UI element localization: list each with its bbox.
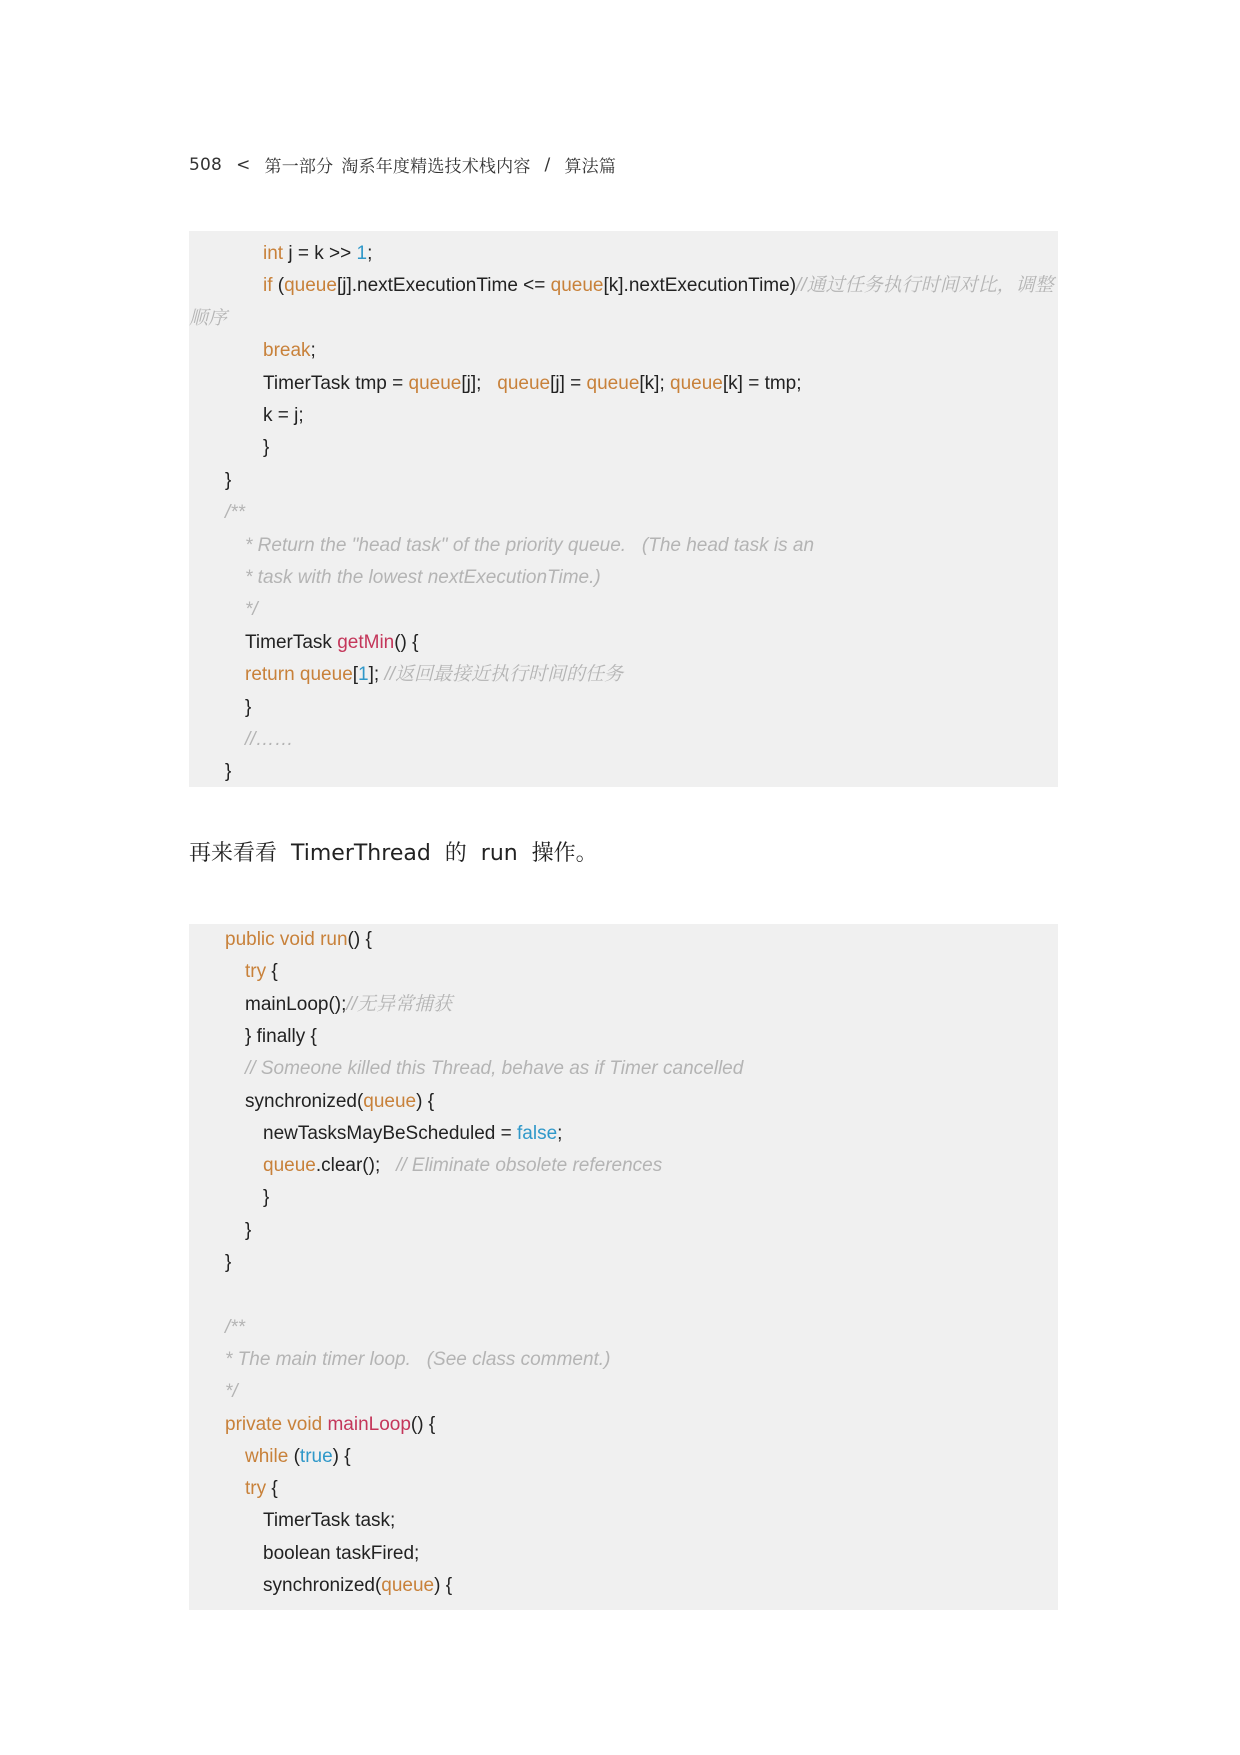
code-token: * The main timer loop. (See class comment.) (225, 1348, 611, 1370)
code-token: queue (363, 1090, 417, 1112)
code-token: boolean taskFired; (263, 1542, 420, 1564)
code-line (245, 627, 419, 659)
code-token: ; (557, 1122, 563, 1144)
code-line (245, 659, 623, 691)
code-token: ( (288, 1445, 300, 1467)
code-token: queue (550, 275, 604, 297)
code-token: queue (670, 372, 723, 394)
code-line (225, 497, 245, 529)
code-line (225, 1312, 245, 1344)
code-token: [ (352, 664, 359, 686)
code-block-run (189, 924, 1058, 1610)
code-line (263, 1150, 662, 1182)
code-token: ; (367, 243, 373, 264)
code-token: [j].nextExecutionTime <= (336, 275, 551, 297)
code-line (263, 1118, 562, 1150)
code-line (245, 989, 452, 1021)
code-line (263, 432, 269, 464)
code-line (245, 1086, 434, 1118)
code-token: .clear(); (315, 1155, 397, 1177)
code-token: if (263, 275, 273, 297)
code-token: return (245, 664, 295, 686)
code-line (263, 1505, 395, 1537)
code-token: //返回最接近执行时间的任务 (384, 664, 624, 686)
code-token: * Return the "head task" of the priority queue. (The head task is an (245, 534, 815, 556)
code-token: [j] = (550, 372, 587, 394)
code-line (263, 368, 802, 400)
code-line (225, 1344, 610, 1376)
code-token: /** (225, 502, 246, 524)
code-token: } (245, 696, 252, 718)
code-token: mainLoop(); (245, 993, 347, 1015)
code-token: ; (310, 340, 316, 362)
code-token: k = j; (263, 405, 304, 426)
code-line (245, 956, 278, 988)
code-token: [k] = tmp; (722, 372, 802, 394)
code-token: [k].nextExecutionTime) (603, 275, 797, 297)
code-token: [k]; (639, 372, 671, 394)
code-token: ) { (332, 1445, 351, 1467)
code-line (245, 1053, 743, 1085)
code-token: } (225, 761, 232, 783)
code-token: synchronized( (245, 1090, 364, 1112)
code-line (225, 465, 231, 497)
header-title: 淘系年度精选技术栈内容 (341, 157, 531, 177)
code-token: [j]; (461, 372, 498, 394)
code-token: () { (410, 1413, 436, 1435)
code-token: private void (225, 1413, 323, 1435)
code-token: queue (263, 1155, 316, 1177)
code-line (245, 1215, 251, 1247)
code-line (263, 1538, 419, 1570)
code-token: getMin (337, 631, 395, 653)
code-token: run (320, 929, 348, 950)
code-line (225, 1247, 231, 1279)
code-token: { (266, 1478, 278, 1500)
code-token: ( (272, 275, 285, 297)
code-line (225, 924, 372, 956)
code-token: } (225, 1252, 232, 1273)
code-token: true (299, 1445, 333, 1467)
code-line (245, 692, 251, 724)
code-token: */ (245, 599, 258, 621)
code-token: //通过任务执行时间对比，调整 (796, 275, 1054, 297)
code-line (263, 335, 316, 367)
code-line (225, 756, 231, 788)
code-token: } finally { (245, 1025, 317, 1047)
code-token: queue (497, 372, 551, 394)
page-number: 508 (189, 154, 223, 175)
code-line (263, 1182, 269, 1214)
code-block-heap (189, 231, 1058, 787)
code-line (245, 594, 258, 626)
code-token: TimerTask tmp = (263, 372, 409, 394)
code-token: { (266, 961, 278, 983)
code-line (245, 530, 814, 562)
code-line (263, 1570, 452, 1602)
code-token: //…… (245, 729, 294, 750)
code-token: j = k >> (283, 243, 357, 264)
code-token: queue (381, 1575, 435, 1596)
code-line (263, 270, 1054, 302)
code-token: try (245, 961, 267, 983)
code-token: ]; (368, 664, 385, 686)
body-paragraph: 再来看看 TimerThread 的 run 操作。 (189, 841, 598, 866)
code-token: } (225, 469, 232, 491)
code-token: TimerTask task; (263, 1510, 396, 1532)
code-line (245, 724, 294, 756)
code-token: 1 (358, 664, 369, 686)
code-line (225, 1409, 435, 1441)
code-token: queue (284, 275, 337, 297)
code-line (245, 562, 601, 594)
header-slash: / (544, 154, 551, 175)
code-token: */ (225, 1381, 238, 1403)
code-token: ) { (416, 1090, 435, 1112)
code-token: // Someone killed this Thread, behave as if Timer cancelled (245, 1058, 744, 1080)
code-token: synchronized( (263, 1575, 382, 1596)
code-line (245, 1473, 278, 1505)
code-token: break (263, 340, 311, 362)
code-token: () { (347, 929, 372, 950)
code-line (263, 400, 304, 432)
code-token: //无异常捕获 (346, 993, 452, 1015)
code-token: int (263, 243, 284, 264)
code-token: try (245, 1478, 267, 1500)
code-line (189, 303, 227, 335)
code-token: * task with the lowest nextExecutionTime.) (245, 567, 601, 588)
code-token: ) { (434, 1575, 453, 1596)
header-section: 算法篇 (564, 157, 617, 177)
code-line (245, 1441, 351, 1473)
code-line (245, 1021, 317, 1053)
code-token: } (245, 1219, 252, 1241)
code-token: } (263, 1187, 270, 1209)
code-token: false (517, 1122, 558, 1144)
header-separator: < (236, 154, 251, 175)
code-token: while (245, 1445, 289, 1467)
code-token: mainLoop (327, 1413, 411, 1435)
code-token: TimerTask (245, 631, 338, 653)
header-part: 第一部分 (264, 157, 334, 177)
code-line (263, 238, 372, 270)
code-token: } (263, 437, 270, 459)
code-token: public void (225, 929, 315, 950)
code-token: queue (408, 372, 462, 394)
code-token: queue (586, 372, 640, 394)
page-header (189, 152, 616, 177)
code-token: () { (394, 631, 419, 653)
code-token: queue (299, 664, 353, 686)
code-token: 顺序 (189, 307, 228, 329)
code-token: // Eliminate obsolete references (396, 1155, 663, 1177)
code-line (225, 1376, 238, 1408)
code-token: newTasksMayBeScheduled = (263, 1122, 518, 1144)
code-token: 1 (356, 243, 368, 264)
code-token: /** (225, 1316, 246, 1338)
